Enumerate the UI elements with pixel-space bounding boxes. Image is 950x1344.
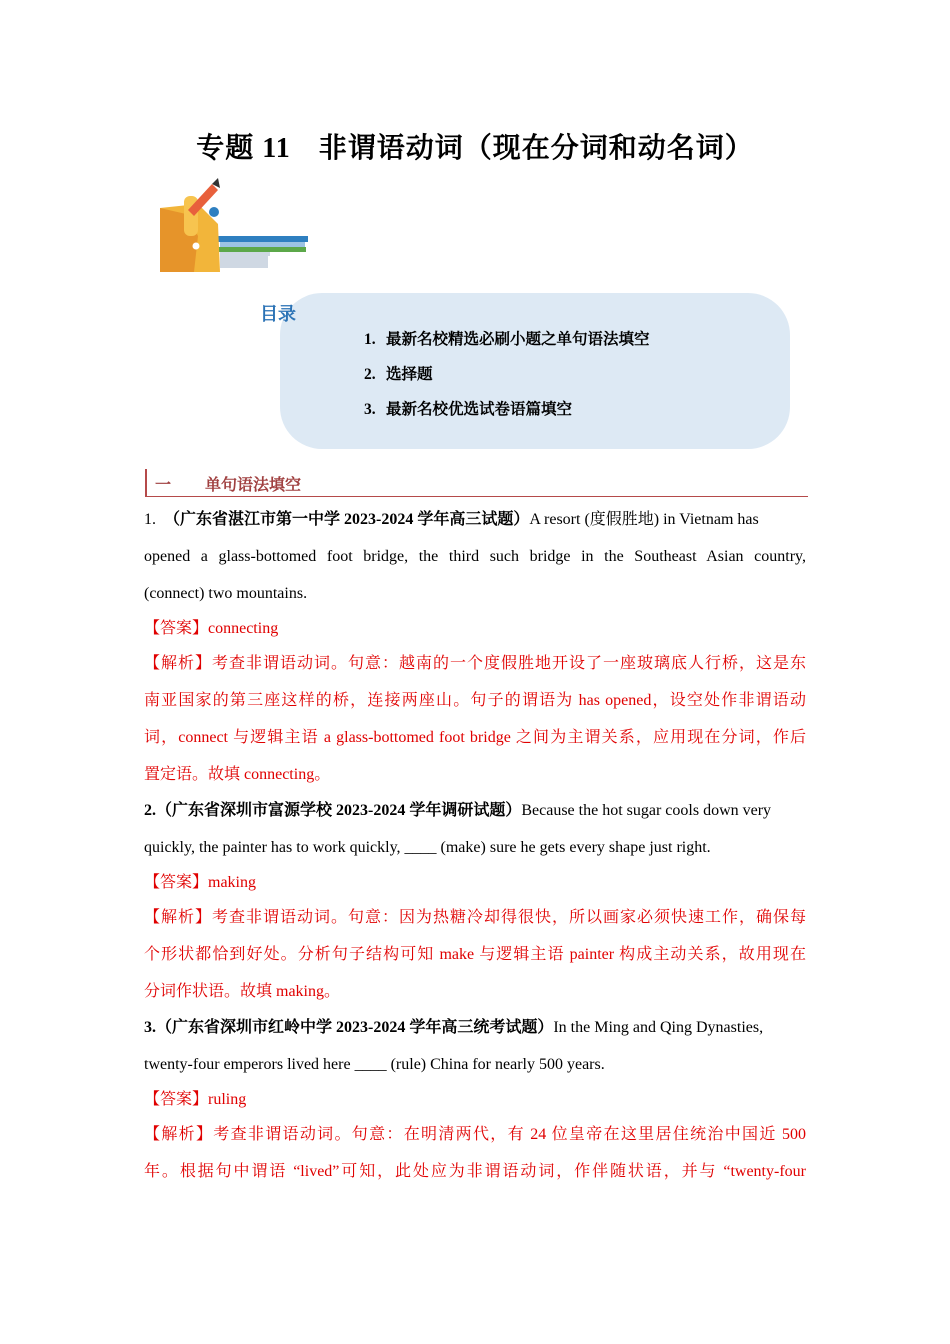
question-text: Because the hot sugar cools down very [521,802,772,819]
question-text: quickly, the painter has to work quickly, ____ (make) sure he gets every shape just right. [144,839,711,856]
section-heading [145,469,808,497]
toc-item-text: 选择题 [386,366,433,383]
page-title [0,126,950,166]
toc-item-num: 2. [364,366,376,383]
analysis-text: 个形状都恰到好处。分析句子结构可知 make 与逻辑主语 painter 构成主动关系，故用现在 [144,946,806,963]
question-text: (connect) two mountains. [144,585,308,602]
toc-item-num: 1. [364,331,376,348]
analysis-text: 【解析】考查非谓语动词。句意：因为热糖冷却得很快，所以画家必须快速工作，确保每 [144,909,806,926]
analysis-text: 词，connect 与逻辑主语 a glass-bottomed foot bridge 之间为主谓关系，应用现在分词，作后 [144,729,806,746]
analysis-text: 【解析】考查非谓语动词。句意：在明清两代，有 24 位皇帝在这里居住统治中国近 500 [144,1126,806,1143]
question-source: 2.（广东省深圳市富源学校 2023-2024 学年调研试题） [144,802,522,819]
answer: 【答案】ruling [144,1091,247,1108]
answer: 【答案】connecting [144,620,279,637]
answer: 【答案】making [144,874,256,891]
question-number: 1. [144,511,156,528]
analysis-text: 南亚国家的第三座这样的桥，连接两座山。句子的谓语为 has opened，设空处作非谓语动 [144,692,806,709]
question-source: （广东省湛江市第一中学 2023-2024 学年高三试题） [164,511,530,528]
question-1-line [144,509,806,531]
books-pencil-icon [158,178,308,272]
title-name: 非谓语动词（现在分词和动名词） [318,133,754,164]
toc-label: 目录 [260,304,296,324]
toc-item [364,397,572,419]
analysis-text: 年。根据句中谓语 “lived”可知，此处应为非谓语动词，作伴随状语，并与 “twenty-four [144,1163,806,1180]
question-text: In the Ming and Qing Dynasties, [553,1019,764,1036]
question-text: twenty-four emperors lived here ____ (rule) China for nearly 500 years. [144,1056,605,1073]
title-topic: 专题 11 [196,133,291,164]
section-number: 一 [155,477,172,494]
toc-item-text: 最新名校精选必刷小题之单句语法填空 [386,331,650,348]
analysis-text: 分词作状语。故填 making。 [144,983,340,1000]
question-text: opened a glass-bottomed foot bridge, the third such bridge in the Southeast Asian country, [144,548,806,565]
toc-item-num: 3. [364,401,376,418]
analysis-text: 【解析】考查非谓语动词。句意：越南的一个度假胜地开设了一座玻璃底人行桥，这是东 [144,655,806,672]
section-title: 单句语法填空 [205,477,302,494]
question-source: 3.（广东省深圳市红岭中学 2023-2024 学年高三统考试题） [144,1019,554,1036]
toc-item-text: 最新名校优选试卷语篇填空 [386,401,573,418]
question-2-line [144,800,806,822]
toc-item [364,327,650,349]
toc-panel [280,293,790,449]
question-text: A resort (度假胜地) in Vietnam has [529,511,759,528]
toc-item [364,362,433,384]
question-3-line [144,1017,806,1039]
analysis-text: 置定语。故填 connecting。 [144,766,331,783]
